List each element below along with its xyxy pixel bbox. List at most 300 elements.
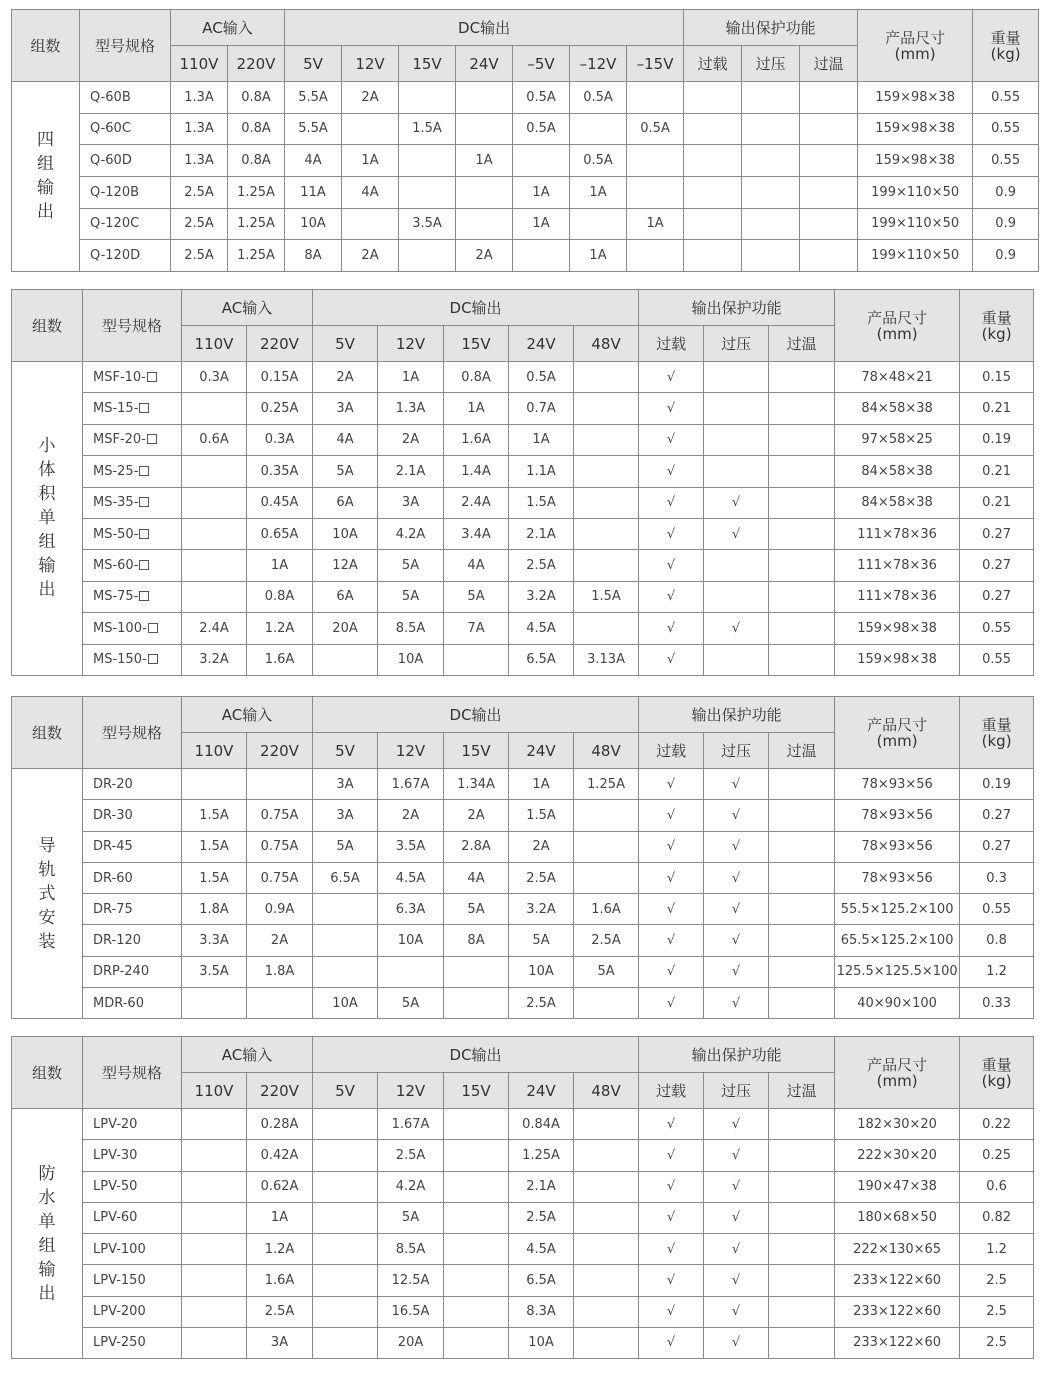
ac-current-cell: 0.65A: [247, 518, 313, 549]
ac-current-cell: 2A: [247, 925, 313, 956]
model-name: DRP-240: [93, 964, 150, 980]
header-group: 组数: [12, 290, 83, 362]
ac-current-cell: 1.25A: [228, 208, 285, 240]
model-name: MS-150-: [93, 652, 147, 668]
size-cell: 180×68×50: [835, 1202, 960, 1233]
protection-check-cell: √: [704, 800, 769, 831]
header-dc-output: DC输出: [313, 697, 639, 733]
size-cell: 199×110×50: [858, 208, 973, 240]
protection-check-cell: √: [639, 1140, 704, 1171]
weight-cell: 0.9: [973, 176, 1039, 208]
dc-current-cell: 3A: [313, 800, 378, 831]
dc-current-cell: 10A: [313, 988, 378, 1019]
header-protection-type: 过温: [769, 733, 835, 769]
variant-box-icon: [147, 434, 157, 444]
dc-current-cell: [513, 240, 570, 272]
dc-current-cell: [313, 1171, 378, 1202]
header-size-label: 产品尺寸: [867, 715, 928, 734]
dc-current-cell: 5A: [378, 550, 444, 581]
header-dc-voltage: 12V: [378, 1073, 444, 1109]
ac-current-cell: [182, 1234, 247, 1265]
dc-current-cell: 6.5A: [509, 644, 574, 675]
dc-current-cell: 3.2A: [509, 581, 574, 612]
ac-current-cell: 0.75A: [247, 831, 313, 862]
dc-current-cell: 1A: [513, 208, 570, 240]
protection-check-cell: √: [704, 1265, 769, 1296]
weight-cell: 0.27: [960, 518, 1034, 549]
dc-current-cell: [313, 1202, 378, 1233]
header-ac-voltage: 220V: [228, 46, 285, 82]
header-size-unit: (mm): [876, 731, 918, 750]
dc-current-cell: [378, 956, 444, 987]
header-weight-unit: (kg): [981, 1071, 1012, 1090]
dc-current-cell: [456, 208, 513, 240]
ac-current-cell: 0.3A: [182, 362, 247, 393]
ac-current-cell: 1.3A: [171, 113, 228, 145]
size-cell: 125.5×125.5×100: [835, 956, 960, 987]
dc-current-cell: [574, 1171, 639, 1202]
group-label-char: 输: [38, 1259, 56, 1280]
protection-check-cell: √: [639, 1234, 704, 1265]
group-label-char: 小: [38, 436, 56, 457]
protection-check-cell: √: [704, 1327, 769, 1358]
dc-current-cell: [574, 424, 639, 455]
dc-current-cell: 0.7A: [509, 393, 574, 424]
dc-current-cell: [444, 1109, 509, 1140]
ac-current-cell: 2.5A: [171, 176, 228, 208]
dc-current-cell: 10A: [378, 644, 444, 675]
dc-current-cell: 1.4A: [444, 456, 509, 487]
group-label-char: 装: [38, 931, 56, 952]
ac-current-cell: 1.3A: [171, 145, 228, 177]
weight-cell: 2.5: [960, 1327, 1034, 1358]
dc-current-cell: 4A: [342, 176, 399, 208]
dc-current-cell: 4.5A: [509, 613, 574, 644]
group-label: [12, 82, 80, 272]
header-weight-unit: (kg): [981, 324, 1012, 343]
dc-current-cell: 1.3A: [378, 393, 444, 424]
dc-current-cell: [574, 831, 639, 862]
dc-current-cell: 2A: [509, 831, 574, 862]
model-cell: [80, 176, 171, 208]
table-row: [12, 862, 1034, 893]
header-dc-voltage: –12V: [570, 46, 627, 82]
weight-cell: 0.3: [960, 862, 1034, 893]
model-cell: [83, 1202, 182, 1233]
ac-current-cell: [182, 1327, 247, 1358]
size-cell: 78×48×21: [835, 362, 960, 393]
dc-current-cell: [313, 894, 378, 925]
header-dc-voltage: 24V: [509, 326, 574, 362]
model-cell: [83, 550, 182, 581]
model-name: Q-120B: [90, 184, 140, 200]
protection-check-cell: √: [704, 1202, 769, 1233]
dc-current-cell: [574, 518, 639, 549]
size-cell: 233×122×60: [835, 1296, 960, 1327]
weight-cell: 0.21: [960, 456, 1034, 487]
weight-cell: 0.6: [960, 1171, 1034, 1202]
protection-check-cell: [800, 145, 858, 177]
model-cell: [83, 581, 182, 612]
header-protection: 输出保护功能: [639, 697, 835, 733]
dc-current-cell: 3.5A: [378, 831, 444, 862]
dc-current-cell: 2.1A: [378, 456, 444, 487]
size-cell: 159×98×38: [835, 613, 960, 644]
model-cell: [83, 456, 182, 487]
protection-check-cell: √: [704, 1234, 769, 1265]
group-label-char: 积: [38, 484, 56, 505]
weight-cell: 0.27: [960, 581, 1034, 612]
spec-table: [11, 289, 1034, 676]
dc-current-cell: [313, 644, 378, 675]
dc-current-cell: 5A: [378, 1202, 444, 1233]
dc-current-cell: 2A: [378, 800, 444, 831]
model-name: MDR-60: [93, 995, 144, 1011]
size-cell: 84×58×38: [835, 393, 960, 424]
weight-cell: 0.9: [973, 240, 1039, 272]
group-label-char: 组: [38, 532, 56, 553]
model-name: LPV-60: [93, 1210, 138, 1226]
protection-check-cell: [800, 208, 858, 240]
protection-check-cell: [769, 988, 835, 1019]
size-cell: 97×58×25: [835, 424, 960, 455]
protection-check-cell: [742, 240, 800, 272]
weight-cell: 0.21: [960, 487, 1034, 518]
protection-check-cell: [800, 82, 858, 114]
model-cell: [83, 424, 182, 455]
dc-current-cell: 3.5A: [399, 208, 456, 240]
protection-check-cell: [769, 956, 835, 987]
dc-current-cell: [444, 1171, 509, 1202]
table-row: [12, 1265, 1034, 1296]
table-row: [12, 1296, 1034, 1327]
protection-check-cell: [769, 1265, 835, 1296]
ac-current-cell: 0.45A: [247, 487, 313, 518]
variant-box-icon: [139, 529, 149, 539]
protection-check-cell: √: [704, 925, 769, 956]
dc-current-cell: 12.5A: [378, 1265, 444, 1296]
table-row: [12, 1140, 1034, 1171]
header-size-unit: (mm): [876, 1071, 918, 1090]
dc-current-cell: 10A: [378, 925, 444, 956]
dc-current-cell: 1A: [627, 208, 684, 240]
table-row: [12, 894, 1034, 925]
protection-check-cell: [769, 424, 835, 455]
ac-current-cell: 0.8A: [247, 581, 313, 612]
dc-current-cell: 1A: [513, 176, 570, 208]
header-protection-type: 过温: [769, 1073, 835, 1109]
protection-check-cell: [769, 487, 835, 518]
dc-current-cell: 10A: [509, 1327, 574, 1358]
model-cell: [83, 1234, 182, 1265]
ac-current-cell: 0.8A: [228, 145, 285, 177]
model-name: MS-100-: [93, 620, 147, 636]
dc-current-cell: 5A: [378, 581, 444, 612]
table-header: [12, 697, 1034, 769]
model-name: MS-15-: [93, 401, 139, 417]
dc-current-cell: [313, 1140, 378, 1171]
table-row: [12, 424, 1034, 455]
ac-current-cell: [182, 1265, 247, 1296]
ac-current-cell: [182, 988, 247, 1019]
size-cell: 55.5×125.2×100: [835, 894, 960, 925]
ac-current-cell: [182, 1202, 247, 1233]
weight-cell: 0.27: [960, 831, 1034, 862]
size-cell: 111×78×36: [835, 581, 960, 612]
protection-check-cell: [769, 644, 835, 675]
header-protection-type: 过压: [704, 326, 769, 362]
header-dc-output: DC输出: [285, 10, 684, 46]
table-header: [12, 1037, 1034, 1109]
protection-check-cell: [742, 208, 800, 240]
ac-current-cell: 3.3A: [182, 925, 247, 956]
dc-current-cell: [444, 1140, 509, 1171]
dc-current-cell: [574, 800, 639, 831]
header-dc-voltage: 15V: [444, 1073, 509, 1109]
header-ac-input: AC输入: [171, 10, 285, 46]
dc-current-cell: [444, 1202, 509, 1233]
protection-check-cell: √: [639, 424, 704, 455]
model-cell: [83, 518, 182, 549]
size-cell: 78×93×56: [835, 800, 960, 831]
table-row: [12, 1109, 1034, 1140]
dc-current-cell: [313, 1296, 378, 1327]
header-size-label: 产品尺寸: [867, 308, 928, 327]
dc-current-cell: 2.1A: [509, 518, 574, 549]
size-cell: 159×98×38: [858, 145, 973, 177]
variant-box-icon: [139, 591, 149, 601]
table-header: [12, 10, 1039, 82]
dc-current-cell: [574, 1265, 639, 1296]
table-row: [12, 113, 1039, 145]
protection-check-cell: [769, 769, 835, 800]
header-dc-voltage: 5V: [313, 733, 378, 769]
protection-check-cell: [684, 208, 742, 240]
weight-cell: 2.5: [960, 1296, 1034, 1327]
dc-current-cell: 4A: [285, 145, 342, 177]
ac-current-cell: 1.8A: [247, 956, 313, 987]
ac-current-cell: 1.6A: [247, 644, 313, 675]
ac-current-cell: [182, 393, 247, 424]
header-size: [835, 1037, 960, 1109]
ac-current-cell: [182, 1296, 247, 1327]
table-row: [12, 581, 1034, 612]
model-name: DR-75: [93, 901, 133, 917]
dc-current-cell: 2.5A: [509, 862, 574, 893]
dc-current-cell: 1.5A: [509, 487, 574, 518]
model-name: LPV-20: [93, 1116, 138, 1132]
protection-check-cell: [769, 1171, 835, 1202]
model-cell: [83, 894, 182, 925]
protection-check-cell: √: [639, 644, 704, 675]
header-ac-voltage: 220V: [247, 733, 313, 769]
dc-current-cell: 1.5A: [574, 581, 639, 612]
protection-check-cell: [769, 1202, 835, 1233]
ac-current-cell: [247, 988, 313, 1019]
protection-check-cell: [769, 613, 835, 644]
dc-current-cell: [313, 1327, 378, 1358]
dc-current-cell: 1.25A: [509, 1140, 574, 1171]
ac-current-cell: 2.5A: [171, 240, 228, 272]
dc-current-cell: [342, 113, 399, 145]
model-name: MSF-20-: [93, 432, 146, 448]
size-cell: 84×58×38: [835, 487, 960, 518]
dc-current-cell: 2A: [342, 82, 399, 114]
model-cell: [83, 862, 182, 893]
dc-current-cell: 5A: [509, 925, 574, 956]
header-ac-input: AC输入: [182, 1037, 313, 1073]
ac-current-cell: 0.75A: [247, 862, 313, 893]
header-protection-type: 过载: [684, 46, 742, 82]
ac-current-cell: 0.42A: [247, 1140, 313, 1171]
table-body: [12, 82, 1039, 272]
ac-current-cell: 1.6A: [247, 1265, 313, 1296]
dc-current-cell: 2A: [313, 362, 378, 393]
protection-check-cell: √: [704, 769, 769, 800]
ac-current-cell: 1.25A: [228, 240, 285, 272]
protection-check-cell: √: [639, 362, 704, 393]
dc-current-cell: 4A: [444, 550, 509, 581]
protection-check-cell: [769, 456, 835, 487]
table-body: [12, 769, 1034, 1019]
model-cell: [80, 145, 171, 177]
weight-cell: 0.55: [973, 82, 1039, 114]
dc-current-cell: 1A: [509, 424, 574, 455]
dc-current-cell: 2.8A: [444, 831, 509, 862]
table-row: [12, 988, 1034, 1019]
ac-current-cell: 0.15A: [247, 362, 313, 393]
protection-check-cell: [800, 113, 858, 145]
protection-check-cell: √: [704, 1140, 769, 1171]
model-cell: [83, 988, 182, 1019]
ac-current-cell: [182, 550, 247, 581]
dc-current-cell: 5A: [444, 581, 509, 612]
size-cell: 84×58×38: [835, 456, 960, 487]
dc-current-cell: 4.2A: [378, 518, 444, 549]
model-name: LPV-200: [93, 1304, 146, 1320]
model-name: MS-60-: [93, 558, 139, 574]
header-group: 组数: [12, 697, 83, 769]
weight-cell: 0.55: [973, 145, 1039, 177]
dc-current-cell: 2.5A: [378, 1140, 444, 1171]
protection-check-cell: √: [639, 769, 704, 800]
dc-current-cell: 5.5A: [285, 82, 342, 114]
dc-current-cell: [399, 240, 456, 272]
variant-box-icon: [148, 623, 158, 633]
header-dc-output: DC输出: [313, 290, 639, 326]
table-row: [12, 176, 1039, 208]
group-label-char: 防: [38, 1163, 56, 1184]
dc-current-cell: 4.2A: [378, 1171, 444, 1202]
dc-current-cell: [456, 176, 513, 208]
model-cell: [83, 800, 182, 831]
variant-box-icon: [148, 654, 158, 664]
dc-current-cell: 2A: [342, 240, 399, 272]
dc-current-cell: [513, 145, 570, 177]
header-dc-voltage: 5V: [313, 1073, 378, 1109]
protection-check-cell: [769, 518, 835, 549]
dc-current-cell: 1A: [444, 393, 509, 424]
size-cell: 111×78×36: [835, 518, 960, 549]
dc-current-cell: 20A: [313, 613, 378, 644]
header-weight-label: 重量: [990, 28, 1021, 47]
ac-current-cell: 0.6A: [182, 424, 247, 455]
model-cell: [83, 1296, 182, 1327]
variant-box-icon: [147, 372, 157, 382]
model-cell: [83, 487, 182, 518]
ac-current-cell: [182, 769, 247, 800]
dc-current-cell: [627, 176, 684, 208]
weight-cell: 0.55: [973, 113, 1039, 145]
ac-current-cell: 1.2A: [247, 1234, 313, 1265]
dc-current-cell: 2.1A: [509, 1171, 574, 1202]
group-label-char: 出: [38, 580, 56, 601]
protection-check-cell: √: [704, 956, 769, 987]
dc-current-cell: 6A: [313, 581, 378, 612]
weight-cell: 0.19: [960, 424, 1034, 455]
model-name: MS-75-: [93, 589, 139, 605]
dc-current-cell: 1A: [342, 145, 399, 177]
model-name: MS-35-: [93, 495, 139, 511]
size-cell: 111×78×36: [835, 550, 960, 581]
dc-current-cell: [399, 145, 456, 177]
dc-current-cell: 1.1A: [509, 456, 574, 487]
size-cell: 159×98×38: [835, 644, 960, 675]
protection-check-cell: √: [639, 1171, 704, 1202]
table-row: [12, 769, 1034, 800]
header-dc-voltage: 12V: [342, 46, 399, 82]
dc-current-cell: 2.4A: [444, 487, 509, 518]
dc-current-cell: 20A: [378, 1327, 444, 1358]
weight-cell: 0.82: [960, 1202, 1034, 1233]
protection-check-cell: √: [639, 581, 704, 612]
protection-check-cell: [769, 1296, 835, 1327]
header-protection-type: 过压: [704, 733, 769, 769]
model-name: Q-120C: [90, 216, 140, 232]
header-weight: [960, 697, 1034, 769]
ac-current-cell: 1.5A: [182, 831, 247, 862]
group-label-char: 体: [38, 460, 56, 481]
dc-current-cell: [574, 1140, 639, 1171]
size-cell: 40×90×100: [835, 988, 960, 1019]
group-label-char: 水: [38, 1187, 56, 1208]
header-size: [835, 290, 960, 362]
header-protection-type: 过载: [639, 733, 704, 769]
protection-check-cell: [769, 581, 835, 612]
header-dc-voltage: 48V: [574, 1073, 639, 1109]
size-cell: 65.5×125.2×100: [835, 925, 960, 956]
weight-cell: 0.55: [960, 894, 1034, 925]
dc-current-cell: [399, 82, 456, 114]
dc-current-cell: [313, 1265, 378, 1296]
protection-check-cell: [704, 644, 769, 675]
header-protection-type: 过压: [704, 1073, 769, 1109]
model-name: MSF-10-: [93, 369, 146, 385]
protection-check-cell: √: [639, 862, 704, 893]
dc-current-cell: [342, 208, 399, 240]
dc-current-cell: [444, 1234, 509, 1265]
table-row: [12, 518, 1034, 549]
dc-current-cell: 3.2A: [509, 894, 574, 925]
protection-check-cell: √: [704, 487, 769, 518]
header-dc-voltage: 15V: [444, 733, 509, 769]
size-cell: 199×110×50: [858, 240, 973, 272]
header-dc-voltage: 24V: [509, 733, 574, 769]
size-cell: 182×30×20: [835, 1109, 960, 1140]
model-cell: [83, 769, 182, 800]
group-label-char: 式: [38, 883, 56, 904]
dc-current-cell: [444, 1265, 509, 1296]
